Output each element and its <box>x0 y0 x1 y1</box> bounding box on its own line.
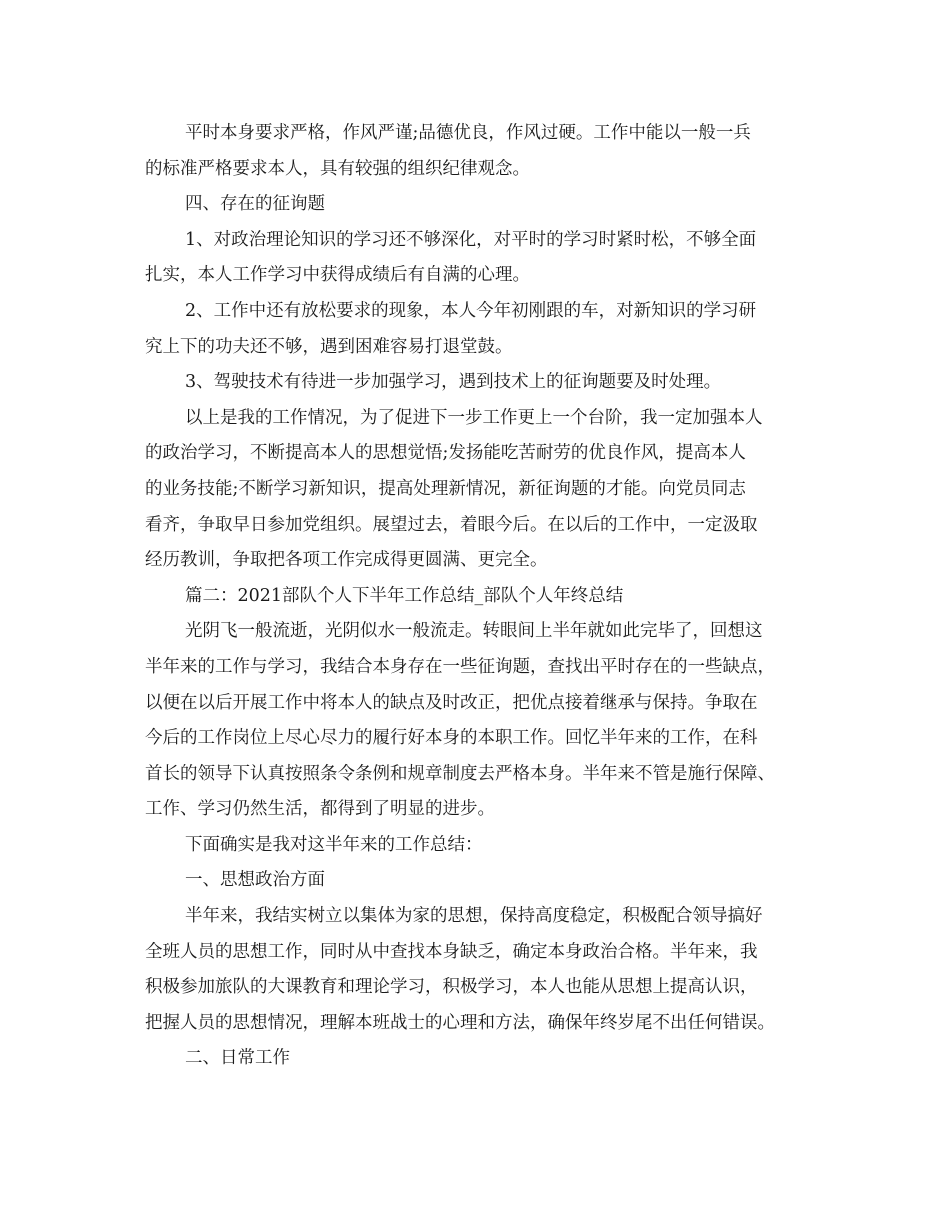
document-body <box>145 116 815 1077</box>
text-line: 3、驾驶技术有待进一步加强学习，遇到技术上的征询题要及时处理。 <box>185 372 722 393</box>
text-line: 今后的工作岗位上尽心尽力的履行好本身的本职工作。回忆半年来的工作，在科 <box>145 728 758 749</box>
list-item-2 <box>145 294 815 365</box>
text-line: 经历教训，争取把各项工作完成得更圆满、更完全。 <box>145 550 548 571</box>
article-heading: 篇二：2021部队个人下半年工作总结_部队个人年终总结 <box>185 585 624 606</box>
text-line: 的标准严格要求本人，具有较强的组织纪律观念。 <box>145 158 530 179</box>
paragraph-summary <box>145 401 815 579</box>
heading-existing-problems <box>145 187 815 223</box>
text-line: 平时本身要求严格，作风严谨;品德优良，作风过硬。工作中能以一般一兵 <box>185 123 751 143</box>
section-heading: 二、日常工作 <box>185 1048 290 1069</box>
text-line: 扎实，本人工作学习中获得成绩后有自满的心理。 <box>145 265 530 286</box>
text-line: 光阴飞一般流逝，光阴似水一般流走。转眼间上半年就如此完毕了，回想这 <box>185 621 763 642</box>
paragraph-lead-in <box>145 828 815 864</box>
text-line: 1、对政治理论知识的学习还不够深化，对平时的学习时紧时松，不够全面 <box>185 229 757 250</box>
text-line: 看齐，争取早日参加党组织。展望过去，着眼今后。在以后的工作中，一定汲取 <box>145 514 758 535</box>
paragraph-intro <box>145 614 815 828</box>
text-line: 的政治学习，不断提高本人的思想觉悟;发扬能吃苦耐劳的优良作风，提高本人 <box>145 443 746 464</box>
paragraph-ideology <box>145 899 815 1041</box>
text-line: 首长的领导下认真按照条令条例和规章制度去严格本身。半年来不管是施行保障、 <box>145 763 775 784</box>
text-line: 下面确实是我对这半年来的工作总结： <box>185 834 483 855</box>
heading-daily-work <box>145 1041 815 1077</box>
article-title <box>145 579 815 615</box>
text-line: 全班人员的思想工作，同时从中查找本身缺乏，确定本身政治合格。半年来，我 <box>145 941 758 962</box>
text-line: 积极参加旅队的大课教育和理论学习，积极学习，本人也能从思想上提高认识， <box>145 977 758 998</box>
text-line: 究上下的功夫还不够，遇到困难容易打退堂鼓。 <box>145 336 513 357</box>
text-line: 半年来，我结实树立以集体为家的思想，保持高度稳定，积极配合领导搞好 <box>185 906 763 927</box>
section-heading: 四、存在的征询题 <box>185 194 325 215</box>
list-item-3 <box>145 365 815 401</box>
text-line: 半年来的工作与学习，我结合本身存在一些征询题，查找出平时存在的一些缺点， <box>145 656 775 677</box>
paragraph-discipline <box>145 116 815 187</box>
list-item-1 <box>145 223 815 294</box>
text-line: 把握人员的思想情况，理解本班战士的心理和方法，确保年终岁尾不出任何错误。 <box>145 1012 775 1033</box>
text-line: 以便在以后开展工作中将本人的缺点及时改正，把优点接着继承与保持。争取在 <box>145 692 758 713</box>
heading-ideology <box>145 863 815 899</box>
text-line: 以上是我的工作情况，为了促进下一步工作更上一个台阶，我一定加强本人 <box>185 407 763 428</box>
section-heading: 一、思想政治方面 <box>185 870 325 891</box>
text-line: 2、工作中还有放松要求的现象，本人今年初刚跟的车，对新知识的学习研 <box>185 300 757 321</box>
text-line: 的业务技能;不断学习新知识，提高处理新情况，新征询题的才能。向党员同志 <box>145 478 746 499</box>
text-line: 工作、学习仍然生活，都得到了明显的进步。 <box>145 799 495 820</box>
